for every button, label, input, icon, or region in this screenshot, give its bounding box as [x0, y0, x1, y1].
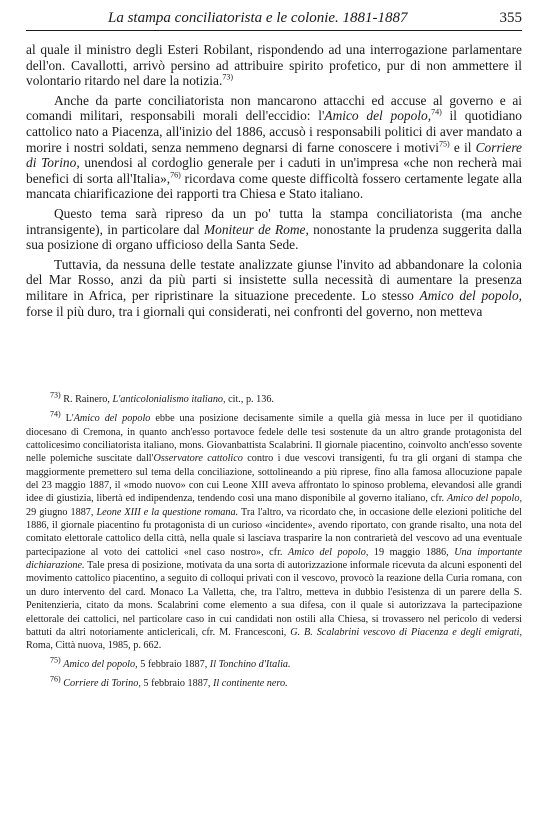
work-title: G. B. Scalabrini vescovo di Piacenza e degli emigrati,	[290, 626, 522, 638]
newspaper-title: Amico del popolo,	[419, 287, 522, 303]
paragraph-1	[26, 42, 522, 89]
paragraph-text: forse il più duro, tra i giornali qui considerati, nei confronti del governo, non metteva	[26, 303, 483, 319]
article-title: Una importante dichiarazione.	[26, 546, 522, 572]
newspaper-title: Amico del popolo,	[324, 108, 432, 124]
paragraph-text: il quotidiano cattolico nato a Piacenza, all'inizio del 1886, accusò i responsabili politici di aver mandato a morire i nostri soldati, senza nemmeno degnarsi di farne conoscere i motivi	[26, 108, 522, 155]
page-number: 355	[499, 10, 522, 26]
footnote-text: Tra l'altro, va ricordato che, in occasione delle elezioni politiche del 1886, il giornale piacentino fu protagonista di un curioso «incidente», avendo riportato, con grande risalto, una nota del comitato elettorale cattolico della città, nella quale si lasciava trasparire la non contrarietà del vescovo ad una eventuale partecipazione al voto dei cattolici «nel caso nostro», cfr.	[26, 506, 522, 558]
footnote-text: Tale presa di posizione, motivata da una sorta di autorizzazione informale ricevuta da alcuni esponenti del movimento cattolico piacentino, a seguito di colloqui privati con il vescovo, provocò la reazione della Curia romana, con un duro intervento del card. Monaco La Valletta, che, tra l'altro, metteva in dubbio l'esistenza di un parere della S. Penitenzieria, citato da mons. Scalabrini come elemento a sua difesa, con il quale si autorizzava la partecipazione elettorale dei cattolici, nel particolare caso in cui candidati non ostili alla Chiesa, si trovassero nel pericolo di vedersi battuti da altri notoriamente anticlericali, cfr. M. Francesconi,	[26, 560, 522, 638]
footnote-number: 75)	[50, 655, 61, 665]
footnote-text: ebbe una posizione decisamente simile a quella già messa in luce per il quotidiano diocesano di Cremona, in quanto anch'esso portavoce fedele delle tesi sostenute da un altro grande protagonista del cattolicesimo conciliatorista italiano, mons. Giovanbattista Scalabrini. Il giornale piacentino, coinvolto anch'esso sovente nelle polemiche suscitate dall'	[26, 413, 523, 465]
newspaper-title: Corriere di Torino,	[26, 139, 522, 171]
paragraph-text: ricordava come queste difficoltà fossero certamente legate alla mancata chiarificazione dei rapporti tra Chiesa e Stato italiano.	[26, 170, 522, 202]
footnote-ref-73[interactable]: 73)	[222, 72, 233, 82]
footnote-text: 29 giugno 1887,	[26, 506, 97, 518]
footnote-text: 19 maggio 1886,	[368, 546, 455, 558]
paragraph-text: al quale il ministro degli Esteri Robilant, rispondendo ad una interrogazione parlamentare dell'on. Cavallotti, arrivò persino ad attribuire spirito profetico, pur di non ammettere il volontario ritardo nel dare la notizia.	[26, 42, 522, 89]
paragraph-text: Anche da parte conciliatorista non mancarono attacchi ed accuse al governo e ai comandi militari, responsabili morali dell'eccidio: l'	[26, 92, 522, 124]
paragraph-2	[26, 93, 522, 202]
paragraph-text: nonostante la prudenza suggerita dalla sua posizione di organo ufficioso della Santa Sede.	[26, 221, 522, 253]
footnote-75	[26, 655, 522, 671]
footnote-text: Roma, Città nuova, 1985, p. 662.	[26, 640, 162, 652]
footnote-number: 73)	[50, 390, 61, 400]
footnote-text: contro i due vescovi transigenti, fu tra gli organi di stampa che maggiormente premettero sul tema della conciliazione, sottolineando a più riprese, fino alla famosa allocuzione papale del 23 maggio 1887, il «modo nuovo» con cui Leone XIII aveva affrontato lo spinoso problema, elevandosi alle grandi idee di giustizia, libertà ed indipendenza, tendendo così una mano disponibile al governo italiano, cfr.	[26, 453, 523, 505]
article-title: Il continente nero.	[213, 677, 288, 689]
paragraph-3	[26, 206, 522, 253]
footnote-ref-74[interactable]: 74)	[431, 107, 442, 117]
footnote-73	[26, 390, 522, 406]
body-text	[26, 42, 522, 319]
paragraph-text: Questo tema sarà ripreso da un po' tutta la stampa conciliatorista (ma anche intransigente), in particolare dal	[26, 205, 522, 237]
footnote-ref-75[interactable]: 75)	[439, 139, 450, 149]
paragraph-text: unendosi al cordoglio generale per i caduti in un'impresa «che non recherà mai benefici di sorta all'Italia»,	[26, 155, 522, 186]
footnote-number: 76)	[50, 674, 61, 684]
footnote-76	[26, 674, 522, 690]
newspaper-title: Osservatore cattolico	[153, 453, 243, 465]
footnote-text: 5 febbraio 1887,	[140, 677, 214, 689]
paragraph-4	[26, 257, 522, 319]
paragraph-text: Tuttavia, da nessuna delle testate analizzate giunse l'invito ad abbandonare la colonia del Mar Rosso, anzi da più parti si insistette sulla necessità di aumentare la presenza militare in Africa, per ripristinare la situazione precedente. Lo stesso	[26, 256, 522, 303]
footnote-text: cit., p. 136.	[225, 394, 274, 405]
footnotes	[26, 390, 523, 696]
footnote-text: R. Rainero,	[60, 394, 113, 405]
article-title: Il Tonchino d'Italia.	[209, 658, 291, 670]
newspaper-title: Amico del popolo,	[63, 658, 138, 670]
article-title: Leone XIII e la questione romana.	[96, 506, 239, 518]
newspaper-title: Moniteur de Rome,	[204, 221, 309, 237]
newspaper-title: Amico del popolo,	[446, 493, 522, 505]
footnote-ref-76[interactable]: 76)	[170, 170, 181, 180]
work-title: L'anticolonialismo italiano,	[112, 394, 226, 405]
footnote-text: L'	[60, 413, 74, 425]
newspaper-title: Amico del popolo,	[287, 546, 369, 558]
newspaper-title: Corriere di Torino,	[63, 677, 141, 689]
footnote-text: 5 febbraio 1887,	[137, 658, 210, 670]
running-header	[26, 0, 522, 31]
footnote-number: 74)	[50, 409, 61, 419]
footnote-74	[26, 409, 523, 652]
paragraph-text: e il	[449, 139, 476, 155]
running-title: La stampa conciliatorista e le colonie. 1881-1887	[108, 10, 408, 26]
newspaper-title: Amico del popolo	[73, 413, 151, 425]
